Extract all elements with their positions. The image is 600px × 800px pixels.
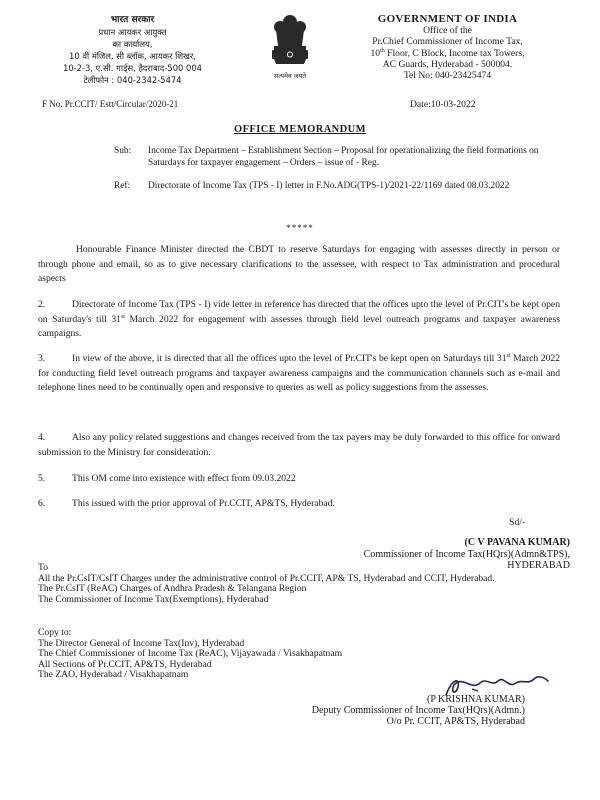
hindi-line-2: प्रधान आयकर आयुक्त — [98, 27, 167, 37]
recipient-item: The Commissioner of Income Tax(Exemptions), Hyderabad — [38, 593, 269, 605]
to-label: To — [38, 562, 48, 573]
subject-label: Sub: — [114, 146, 132, 156]
signed-mark: Sd/- — [509, 518, 525, 528]
english-line-3: Pr.Chief Commissioner of Income Tax, — [372, 36, 523, 48]
english-line-1: GOVERNMENT OF INDIA — [377, 13, 518, 25]
english-line-4: 10th Floor, C Block, Income tax Towers, — [370, 47, 525, 59]
deputy-designation: Deputy Commissioner of Income Tax(HQrs)(Admn.) — [311, 705, 525, 717]
paragraph-6: 6. This issued with the prior approval of Pr.CCIT, AP&TS, Hyderabad. — [38, 498, 335, 509]
hindi-letterhead — [40, 14, 225, 86]
emblem-motto: सत्यमेव जयते — [274, 72, 306, 80]
lion-capital-icon — [268, 12, 312, 70]
reference-block — [114, 181, 560, 193]
english-line-5: AC Guards, Hyderabad - 500004. — [382, 58, 513, 70]
deputy-office: O/o Pr. CCIT, AP&TS, Hyderabad — [386, 716, 525, 728]
copy-item: All Sections of Pr.CCIT, AP&TS, Hyderabad — [38, 658, 212, 670]
reference-text: Directorate of Income Tax (TPS - I) letter in F.No.ADG(TPS-1)/2021-22/1169 dated 08.03.2022 — [148, 181, 510, 191]
english-line-2: Office of the — [423, 25, 472, 37]
national-emblem — [262, 12, 318, 82]
signatory-name: (C V PAVANA KUMAR) — [464, 537, 570, 548]
reference-label: Ref: — [114, 181, 131, 191]
separator: ***** — [286, 223, 314, 233]
hindi-line-1: भारत सरकार — [110, 15, 155, 25]
paragraph-4: 4. Also any policy related suggestions and changes received from the tax payers may be duly forwarded to this office for onward submission to the Ministry for consideration. — [38, 432, 560, 458]
signatory-designation: Commissioner of Income Tax(HQrs)(Admn&TPS), — [363, 548, 570, 560]
file-number: F No. Pr.CCIT/ Estt/Circular/2020-21 — [42, 99, 179, 109]
recipient-item: The Pr.CsIT (ReAC) Charges of Andhra Pradesh & Telangana Region — [38, 583, 307, 595]
deputy-name: (P KRISHNA KUMAR) — [427, 694, 525, 705]
hindi-line-5: 10-2-3, ए.सी. गार्ड्स, हैदराबाद-500 004 — [62, 63, 203, 73]
paragraph-3: 3. In view of the above, it is directed that all the offices upto the level of Pr.CIT's be kept open on Saturdays till 31st March 2022 for conducting field level outreach programs and taxpayer awareness campaigns and the communication channels such as e-mail and telephone lines need to be continually open and responsive to queries as well as policy suggestions from the assesses. — [38, 352, 560, 394]
english-line-6: Tel No: 040-23425474 — [403, 70, 492, 82]
memo-title: OFFICE MEMORANDUM — [234, 124, 366, 135]
signatory-place: HYDERABAD — [507, 560, 570, 571]
paragraph-2: 2. Directorate of Income Tax (TPS - I) vide letter in reference has directed that the offices upto the level of Pr.CIT's be kept open on Saturday's till 31st March 2022 for engagement with assesses through field level outreach programs and taxpayer awareness campaigns. — [38, 299, 560, 340]
english-letterhead — [335, 14, 560, 81]
copy-item: The Director General of Income Tax(Inv), Hyderabad — [38, 637, 245, 649]
recipient-item: All the Pr.CsIT/CsIT Charges under the administrative control of Pr.CCIT, AP& TS, Hyderabad and CCIT, Hyderabad. — [38, 572, 495, 584]
subject-block — [114, 146, 560, 169]
subject-text: Income Tax Department – Establishment Section – Proposal for operationalizing the field formations on Saturdays for taxpayer engagement – Orders – issue of - Reg. — [148, 146, 539, 168]
memo-date: Date:10-03-2022 — [410, 99, 476, 110]
paragraph-1: Honourable Finance Minister directed the CBDT to reserve Saturdays for engaging with assesses directly in person or through phone and email, so as to give necessary clarifications to the assessee, with respect to Tax administration and procedural aspects — [38, 244, 560, 285]
hindi-line-3: का कार्यालय, — [112, 39, 153, 49]
copy-item: The Chief Commissioner of Income Tax (ReAC), Vijayawada / Visakhapatnam — [38, 648, 343, 660]
copy-to-label: Copy to: — [38, 627, 72, 638]
copy-item: The ZAO, Hyderabad / Visakhapatnam — [38, 669, 189, 681]
hindi-line-6: टेलीफोन : 040-2342-5474 — [83, 75, 182, 85]
hindi-line-4: 10 वीं मंजिल, सी ब्लॉक, आयकर शिखर, — [69, 51, 196, 61]
signature-block-deputy — [250, 694, 525, 728]
paragraph-5: 5. This OM come into existence with effect from 09.03.2022 — [38, 473, 296, 484]
recipients-list — [38, 563, 568, 605]
